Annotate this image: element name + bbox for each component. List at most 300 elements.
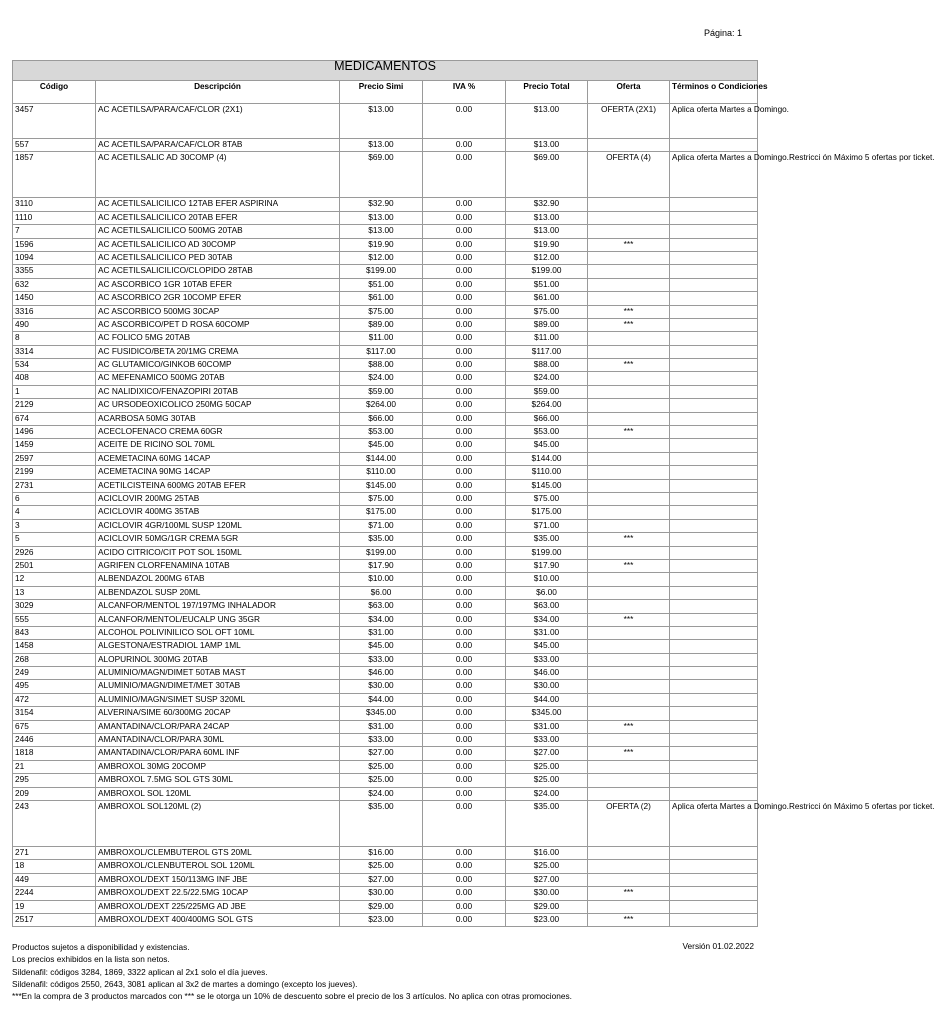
table-row (13, 800, 758, 846)
cell-description: AC ASCORBICO 1GR 10TAB EFER (96, 278, 340, 291)
cell-code: 1818 (13, 747, 96, 760)
cell-description: ACEMETACINA 60MG 14CAP (96, 452, 340, 465)
cell-price-simi: $59.00 (340, 385, 423, 398)
cell-terms (670, 332, 758, 345)
cell-code: 4 (13, 506, 96, 519)
cell-description: AC NALIDIXICO/FENAZOPIRI 20TAB (96, 385, 340, 398)
cell-iva: 0.00 (423, 305, 506, 318)
cell-description: ALCANFOR/MENTOL/EUCALP UNG 35GR (96, 613, 340, 626)
cell-description: AC FUSIDICO/BETA 20/1MG CREMA (96, 345, 340, 358)
table-row (13, 626, 758, 639)
table-body (13, 104, 935, 927)
cell-price-simi: $17.90 (340, 559, 423, 572)
header-description: Descripción (96, 81, 340, 104)
cell-offer: OFERTA (2) (588, 800, 670, 846)
cell-price-simi: $75.00 (340, 492, 423, 505)
cell-description: AMANTADINA/CLOR/PARA 60ML INF (96, 747, 340, 760)
cell-iva: 0.00 (423, 559, 506, 572)
cell-code: 12 (13, 573, 96, 586)
table-row (13, 546, 758, 559)
cell-offer: *** (588, 359, 670, 372)
cell-price-total: $27.00 (506, 873, 588, 886)
cell-iva: 0.00 (423, 412, 506, 425)
version-label: Versión 01.02.2022 (682, 941, 754, 951)
header-offer: Oferta (588, 81, 670, 104)
cell-description: ALUMINIO/MAGN/DIMET/MET 30TAB (96, 680, 340, 693)
cell-price-simi: $11.00 (340, 332, 423, 345)
cell-price-total: $145.00 (506, 479, 588, 492)
cell-price-simi: $13.00 (340, 139, 423, 152)
cell-iva: 0.00 (423, 626, 506, 639)
cell-price-total: $30.00 (506, 887, 588, 900)
cell-description: AMBROXOL/DEXT 225/225MG AD JBE (96, 900, 340, 913)
cell-iva: 0.00 (423, 573, 506, 586)
cell-price-simi: $175.00 (340, 506, 423, 519)
cell-terms (670, 846, 758, 859)
header-price-simi: Precio Simi (340, 81, 423, 104)
cell-price-total: $117.00 (506, 345, 588, 358)
table-row (13, 225, 758, 238)
cell-price-simi: $25.00 (340, 860, 423, 873)
cell-offer: *** (588, 720, 670, 733)
table-title: MEDICAMENTOS (13, 61, 758, 81)
cell-offer (588, 506, 670, 519)
cell-iva: 0.00 (423, 734, 506, 747)
table-row (13, 613, 758, 626)
cell-price-total: $199.00 (506, 265, 588, 278)
table-row (13, 278, 758, 291)
cell-iva: 0.00 (423, 760, 506, 773)
cell-terms (670, 760, 758, 773)
cell-code: 675 (13, 720, 96, 733)
cell-description: ALUMINIO/MAGN/DIMET 50TAB MAST (96, 667, 340, 680)
header-price-total: Precio Total (506, 81, 588, 104)
cell-iva: 0.00 (423, 399, 506, 412)
cell-price-total: $10.00 (506, 573, 588, 586)
table-row (13, 519, 758, 532)
cell-terms (670, 211, 758, 224)
cell-code: 243 (13, 800, 96, 846)
cell-terms (670, 238, 758, 251)
cell-description: AMANTADINA/CLOR/PARA 24CAP (96, 720, 340, 733)
cell-terms (670, 466, 758, 479)
cell-price-simi: $75.00 (340, 305, 423, 318)
table-row (13, 680, 758, 693)
cell-offer (588, 492, 670, 505)
table-row (13, 412, 758, 425)
cell-iva: 0.00 (423, 345, 506, 358)
table-row (13, 345, 758, 358)
cell-offer (588, 225, 670, 238)
table-row (13, 318, 758, 331)
cell-terms (670, 626, 758, 639)
cell-iva: 0.00 (423, 211, 506, 224)
cell-iva: 0.00 (423, 426, 506, 439)
cell-code: 2731 (13, 479, 96, 492)
cell-terms (670, 251, 758, 264)
cell-description: AC URSODEOXICOLICO 250MG 50CAP (96, 399, 340, 412)
cell-code: 3457 (13, 104, 96, 139)
cell-terms (670, 533, 758, 546)
cell-description: ACEITE DE RICINO SOL 70ML (96, 439, 340, 452)
cell-offer (588, 586, 670, 599)
cell-code: 8 (13, 332, 96, 345)
cell-code: 843 (13, 626, 96, 639)
cell-description: AC ACETILSA/PARA/CAF/CLOR 8TAB (96, 139, 340, 152)
table-row (13, 787, 758, 800)
cell-iva: 0.00 (423, 787, 506, 800)
cell-description: ALBENDAZOL 200MG 6TAB (96, 573, 340, 586)
cell-iva: 0.00 (423, 466, 506, 479)
cell-price-simi: $45.00 (340, 640, 423, 653)
cell-terms (670, 519, 758, 532)
cell-description: AC ACETILSALICILICO/CLOPIDO 28TAB (96, 265, 340, 278)
cell-code: 2517 (13, 913, 96, 926)
cell-price-total: $34.00 (506, 613, 588, 626)
cell-code: 3355 (13, 265, 96, 278)
cell-offer (588, 734, 670, 747)
cell-description: AMBROXOL 30MG 20COMP (96, 760, 340, 773)
cell-price-total: $13.00 (506, 139, 588, 152)
page-number: Página: 1 (703, 28, 742, 38)
cell-description: ACETILCISTEINA 600MG 20TAB EFER (96, 479, 340, 492)
cell-offer (588, 399, 670, 412)
cell-terms (670, 385, 758, 398)
cell-terms (670, 305, 758, 318)
cell-code: 3 (13, 519, 96, 532)
cell-price-total: $175.00 (506, 506, 588, 519)
cell-price-simi: $33.00 (340, 734, 423, 747)
cell-terms (670, 292, 758, 305)
table-row (13, 238, 758, 251)
cell-iva: 0.00 (423, 479, 506, 492)
header-code: Código (13, 81, 96, 104)
cell-terms (670, 345, 758, 358)
cell-iva: 0.00 (423, 720, 506, 733)
cell-offer: *** (588, 559, 670, 572)
cell-terms (670, 787, 758, 800)
cell-price-total: $53.00 (506, 426, 588, 439)
cell-price-total: $75.00 (506, 305, 588, 318)
cell-offer (588, 626, 670, 639)
cell-iva: 0.00 (423, 225, 506, 238)
table-row (13, 707, 758, 720)
cell-price-simi: $35.00 (340, 533, 423, 546)
table-row (13, 292, 758, 305)
table-row (13, 573, 758, 586)
cell-offer (588, 139, 670, 152)
cell-code: 555 (13, 613, 96, 626)
cell-iva: 0.00 (423, 519, 506, 532)
cell-description: AMBROXOL/DEXT 22.5/22.5MG 10CAP (96, 887, 340, 900)
table-row (13, 774, 758, 787)
cell-price-simi: $33.00 (340, 653, 423, 666)
cell-offer (588, 198, 670, 211)
cell-price-total: $29.00 (506, 900, 588, 913)
cell-offer (588, 519, 670, 532)
cell-price-simi: $199.00 (340, 265, 423, 278)
cell-code: 295 (13, 774, 96, 787)
cell-price-simi: $29.00 (340, 900, 423, 913)
cell-terms (670, 492, 758, 505)
cell-offer (588, 278, 670, 291)
cell-terms (670, 913, 758, 926)
cell-offer: *** (588, 747, 670, 760)
cell-terms (670, 573, 758, 586)
footer-note: Productos sujetos a disponibilidad y existencias. (12, 942, 190, 952)
table-row (13, 305, 758, 318)
cell-description: AMBROXOL SOL 120ML (96, 787, 340, 800)
cell-terms (670, 426, 758, 439)
cell-code: 3316 (13, 305, 96, 318)
cell-price-simi: $30.00 (340, 887, 423, 900)
cell-price-total: $30.00 (506, 680, 588, 693)
cell-price-simi: $23.00 (340, 913, 423, 926)
cell-price-total: $71.00 (506, 519, 588, 532)
cell-price-simi: $12.00 (340, 251, 423, 264)
cell-price-simi: $69.00 (340, 152, 423, 198)
cell-price-total: $6.00 (506, 586, 588, 599)
cell-offer (588, 760, 670, 773)
cell-description: AMBROXOL/DEXT 400/400MG SOL GTS (96, 913, 340, 926)
cell-price-total: $13.00 (506, 225, 588, 238)
cell-code: 5 (13, 533, 96, 546)
cell-offer (588, 653, 670, 666)
cell-offer (588, 439, 670, 452)
cell-price-simi: $199.00 (340, 546, 423, 559)
table-row (13, 734, 758, 747)
cell-description: ACICLOVIR 200MG 25TAB (96, 492, 340, 505)
cell-offer (588, 680, 670, 693)
cell-code: 1459 (13, 439, 96, 452)
table-row (13, 372, 758, 385)
cell-price-total: $33.00 (506, 734, 588, 747)
cell-terms (670, 640, 758, 653)
cell-description: AC MEFENAMICO 500MG 20TAB (96, 372, 340, 385)
cell-price-total: $345.00 (506, 707, 588, 720)
cell-terms (670, 265, 758, 278)
cell-price-simi: $63.00 (340, 600, 423, 613)
cell-terms (670, 452, 758, 465)
cell-code: 209 (13, 787, 96, 800)
cell-terms (670, 139, 758, 152)
cell-iva: 0.00 (423, 452, 506, 465)
cell-price-total: $144.00 (506, 452, 588, 465)
cell-terms (670, 225, 758, 238)
cell-description: AC ACETILSALICILICO AD 30COMP (96, 238, 340, 251)
cell-iva: 0.00 (423, 139, 506, 152)
cell-iva: 0.00 (423, 385, 506, 398)
cell-iva: 0.00 (423, 372, 506, 385)
cell-price-total: $27.00 (506, 747, 588, 760)
table-row (13, 452, 758, 465)
cell-description: ACIDO CITRICO/CIT POT SOL 150ML (96, 546, 340, 559)
cell-code: 495 (13, 680, 96, 693)
cell-price-total: $45.00 (506, 439, 588, 452)
cell-offer (588, 900, 670, 913)
cell-price-total: $46.00 (506, 667, 588, 680)
cell-description: ALGESTONA/ESTRADIOL 1AMP 1ML (96, 640, 340, 653)
cell-terms (670, 720, 758, 733)
cell-price-total: $24.00 (506, 787, 588, 800)
cell-offer (588, 667, 670, 680)
cell-price-total: $11.00 (506, 332, 588, 345)
cell-iva: 0.00 (423, 546, 506, 559)
table-row (13, 152, 758, 198)
cell-price-total: $31.00 (506, 720, 588, 733)
table-row (13, 640, 758, 653)
cell-price-simi: $53.00 (340, 426, 423, 439)
cell-price-simi: $71.00 (340, 519, 423, 532)
cell-iva: 0.00 (423, 913, 506, 926)
cell-terms (670, 399, 758, 412)
cell-iva: 0.00 (423, 359, 506, 372)
table-row (13, 887, 758, 900)
table-row (13, 332, 758, 345)
cell-description: ALOPURINOL 300MG 20TAB (96, 653, 340, 666)
cell-price-simi: $13.00 (340, 104, 423, 139)
cell-description: AC ACETILSALIC AD 30COMP (4) (96, 152, 340, 198)
cell-code: 19 (13, 900, 96, 913)
cell-price-total: $44.00 (506, 693, 588, 706)
cell-offer: OFERTA (2X1) (588, 104, 670, 139)
cell-offer: *** (588, 533, 670, 546)
cell-iva: 0.00 (423, 693, 506, 706)
cell-price-total: $264.00 (506, 399, 588, 412)
cell-iva: 0.00 (423, 900, 506, 913)
table-row (13, 211, 758, 224)
cell-description: AGRIFEN CLORFENAMINA 10TAB (96, 559, 340, 572)
cell-description: ALBENDAZOL SUSP 20ML (96, 586, 340, 599)
cell-iva: 0.00 (423, 887, 506, 900)
footer-note: Sildenafil: códigos 2550, 2643, 3081 aplican al 3x2 de martes a domingo (excepto los jueves). (12, 978, 358, 989)
cell-offer (588, 479, 670, 492)
cell-price-total: $33.00 (506, 653, 588, 666)
cell-description: AC ACETILSALICILICO 500MG 20TAB (96, 225, 340, 238)
cell-offer: *** (588, 426, 670, 439)
footer-note: ***En la compra de 3 productos marcados con *** se le otorga un 10% de descuento sobre el precio de los 3 artículos. No aplica con otras promociones. (12, 991, 572, 1002)
cell-iva: 0.00 (423, 292, 506, 305)
cell-terms: Aplica oferta Martes a Domingo.Restricci ón Máximo 5 ofertas por ticket. (670, 800, 758, 846)
table-row (13, 600, 758, 613)
cell-iva: 0.00 (423, 747, 506, 760)
cell-price-simi: $145.00 (340, 479, 423, 492)
cell-terms (670, 198, 758, 211)
cell-price-simi: $61.00 (340, 292, 423, 305)
cell-terms (670, 412, 758, 425)
cell-price-simi: $46.00 (340, 667, 423, 680)
cell-description: ALCANFOR/MENTOL 197/197MG INHALADOR (96, 600, 340, 613)
table-row (13, 747, 758, 760)
cell-code: 408 (13, 372, 96, 385)
cell-iva: 0.00 (423, 318, 506, 331)
cell-description: AC ASCORBICO/PET D ROSA 60COMP (96, 318, 340, 331)
cell-price-simi: $6.00 (340, 586, 423, 599)
cell-iva: 0.00 (423, 251, 506, 264)
cell-iva: 0.00 (423, 278, 506, 291)
cell-iva: 0.00 (423, 873, 506, 886)
cell-iva: 0.00 (423, 860, 506, 873)
cell-iva: 0.00 (423, 332, 506, 345)
cell-price-simi: $88.00 (340, 359, 423, 372)
cell-code: 490 (13, 318, 96, 331)
cell-code: 2446 (13, 734, 96, 747)
cell-offer (588, 600, 670, 613)
footer-note: Los precios exhibidos en la lista son netos. (12, 954, 170, 965)
cell-price-total: $199.00 (506, 546, 588, 559)
cell-description: AMBROXOL SOL120ML (2) (96, 800, 340, 846)
cell-price-simi: $32.90 (340, 198, 423, 211)
cell-code: 7 (13, 225, 96, 238)
cell-offer (588, 573, 670, 586)
cell-offer (588, 345, 670, 358)
cell-price-simi: $144.00 (340, 452, 423, 465)
cell-code: 1596 (13, 238, 96, 251)
cell-offer: *** (588, 238, 670, 251)
cell-code: 472 (13, 693, 96, 706)
cell-description: AC FOLICO 5MG 20TAB (96, 332, 340, 345)
cell-price-simi: $34.00 (340, 613, 423, 626)
cell-offer (588, 211, 670, 224)
cell-terms: Aplica oferta Martes a Domingo.Restricci ón Máximo 5 ofertas por ticket. (670, 152, 758, 198)
cell-description: AC ASCORBICO 2GR 10COMP EFER (96, 292, 340, 305)
cell-price-simi: $66.00 (340, 412, 423, 425)
cell-price-simi: $31.00 (340, 626, 423, 639)
table-row (13, 900, 758, 913)
cell-terms (670, 873, 758, 886)
cell-terms (670, 900, 758, 913)
cell-iva: 0.00 (423, 640, 506, 653)
table-row (13, 533, 758, 546)
cell-price-total: $24.00 (506, 372, 588, 385)
cell-terms (670, 774, 758, 787)
cell-offer (588, 292, 670, 305)
cell-price-simi: $27.00 (340, 873, 423, 886)
table-row (13, 506, 758, 519)
table-row (13, 359, 758, 372)
table-row (13, 399, 758, 412)
cell-code: 1094 (13, 251, 96, 264)
cell-code: 1110 (13, 211, 96, 224)
cell-offer (588, 265, 670, 278)
cell-offer (588, 707, 670, 720)
cell-terms (670, 613, 758, 626)
cell-description: AMBROXOL 7.5MG SOL GTS 30ML (96, 774, 340, 787)
cell-price-total: $13.00 (506, 104, 588, 139)
cell-terms (670, 479, 758, 492)
cell-offer: *** (588, 305, 670, 318)
cell-price-total: $88.00 (506, 359, 588, 372)
cell-price-total: $32.90 (506, 198, 588, 211)
cell-code: 2129 (13, 399, 96, 412)
cell-offer (588, 787, 670, 800)
cell-description: AC ACETILSALICILICO 12TAB EFER ASPIRINA (96, 198, 340, 211)
table-row (13, 104, 758, 139)
cell-price-simi: $117.00 (340, 345, 423, 358)
cell-price-simi: $13.00 (340, 225, 423, 238)
cell-price-simi: $25.00 (340, 760, 423, 773)
table-row (13, 913, 758, 926)
cell-price-total: $25.00 (506, 760, 588, 773)
cell-offer (588, 332, 670, 345)
cell-code: 3029 (13, 600, 96, 613)
cell-price-simi: $16.00 (340, 846, 423, 859)
cell-terms (670, 439, 758, 452)
cell-code: 1 (13, 385, 96, 398)
cell-offer (588, 693, 670, 706)
cell-code: 2244 (13, 887, 96, 900)
table-row (13, 439, 758, 452)
